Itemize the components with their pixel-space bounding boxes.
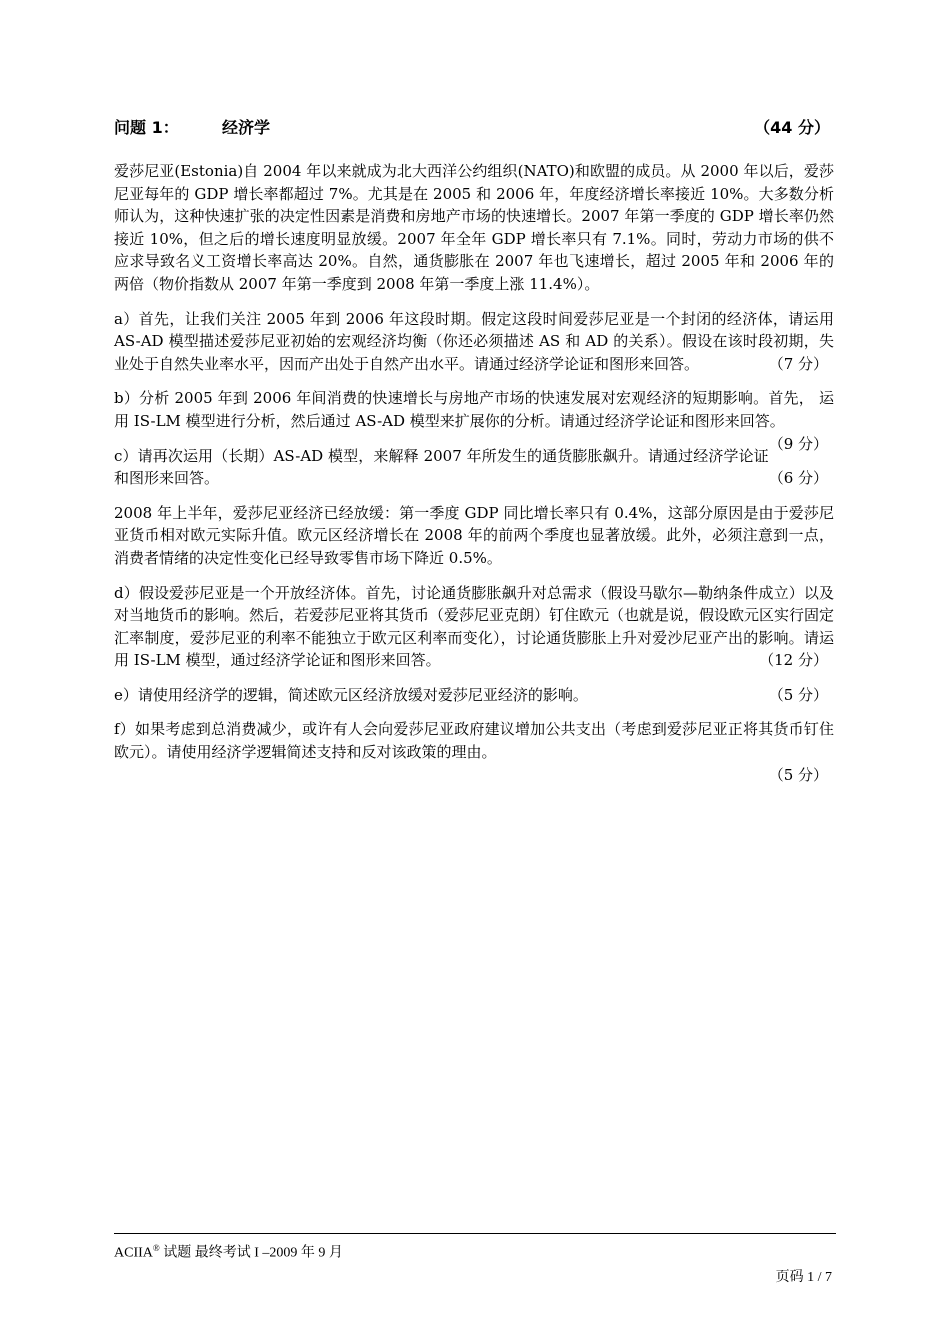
part-b <box>114 387 834 453</box>
context-2008-paragraph: 2008 年上半年，爱莎尼亚经济已经放缓：第一季度 GDP 同比增长率只有 0.4%，这部分原因是由于爱莎尼亚货币相对欧元实际升值。欧元区经济增长在 2008 年的前两个季度也显著放缓。此外，必须注意到一点，消费者情绪的决定性变化已经导致零售市场下降近 0.5%。 <box>114 503 834 567</box>
question-header <box>114 115 830 141</box>
question-body <box>114 160 834 798</box>
part-c-text: c）请再次运用（长期）AS-AD 模型，来解释 2007 年所发生的通货膨胀飙升。请通过经济学论证和图形来回答。 <box>114 446 769 488</box>
footer-divider <box>114 1233 836 1234</box>
question-number: 问题 1： <box>114 118 179 137</box>
part-e <box>114 684 834 707</box>
part-e-points: （5 分） <box>768 685 828 704</box>
page-number: 页码 1 / 7 <box>775 1270 832 1285</box>
part-b-points: （9 分） <box>768 434 828 453</box>
part-c <box>114 445 834 490</box>
part-a-text: a）首先，让我们关注 2005 年到 2006 年这段时期。假定这段时间爱莎尼亚是一个封闭的经济体，请运用 AS-AD 模型描述爱莎尼亚初始的宏观经济均衡（你还必须描述 AS 和 AD 的关系）。假设在该时段初期，失业处于自然失业率水平，因而产出处于自然产出水平。请通过经济学论证和图形来回答。 <box>114 309 834 373</box>
footer-exam-info <box>114 1238 343 1264</box>
footer-exam-label: 试题 最终考试 I –2009 年 9 月 <box>159 1245 343 1261</box>
part-a-points: （7 分） <box>768 354 828 373</box>
part-f-points: （5 分） <box>768 765 828 784</box>
part-f <box>114 718 834 786</box>
part-c-points: （6 分） <box>768 469 828 488</box>
part-a <box>114 308 834 376</box>
question-points: （44 分） <box>754 118 830 137</box>
footer-brand: ACIIA <box>114 1245 153 1261</box>
registered-mark: ® <box>152 1243 160 1253</box>
intro-paragraph: 爱莎尼亚(Estonia)自 2004 年以来就成为北大西洋公约组织(NATO)和欧盟的成员。从 2000 年以后，爱莎尼亚每年的 GDP 增长率都超过 7%。尤其是在 2005 和 2006 年，年度经济增长率接近 10%。大多数分析师认为，这种快速扩张的决定性因素是消费和房地产市场的快速增长。2007 年第一季度的 GDP 增长率仍然接近 10%，但之后的增长速度明显放缓。2007 年全年 GDP 增长率只有 7.1%。同时，劳动力市场的供不应求导致名义工资增长率高达 20%。自然，通货膨胀在 2007 年也飞速增长，超过 2005 年和 2006 年的两倍（物价指数从 2007 年第一季度到 2008 年第一季度上涨 11.4%）。 <box>114 162 834 293</box>
part-d-text: d）假设爱莎尼亚是一个开放经济体。首先，讨论通货膨胀飙升对总需求（假设马歇尔—勒纳条件成立）以及对当地货币的影响。然后，若爱莎尼亚将其货币（爱莎尼亚克朗）钉住欧元（也就是说，假设欧元区实行固定汇率制度，爱莎尼亚的利率不能独立于欧元区利率而变化），讨论通货膨胀上升对爱沙尼亚产出的影响。请运用 IS-LM 模型，通过经济学论证和图形来回答。 <box>114 583 835 670</box>
part-d <box>114 582 834 672</box>
part-b-text: b）分析 2005 年到 2006 年间消费的快速增长与房地产市场的快速发展对宏观经济的短期影响。首先， 运用 IS-LM 模型进行分析，然后通过 AS-AD 模型来扩展你的分析。请通过经济学论证和图形来回答。 <box>114 389 834 430</box>
part-e-text: e）请使用经济学的逻辑，简述欧元区经济放缓对爱莎尼亚经济的影响。 <box>114 685 588 704</box>
part-d-points: （12 分） <box>759 651 828 670</box>
part-f-text: f）如果考虑到总消费减少，或许有人会向爱莎尼亚政府建议增加公共支出（考虑到爱莎尼亚正将其货币钉住欧元）。请使用经济学逻辑简述支持和反对该政策的理由。 <box>114 720 834 762</box>
question-topic: 经济学 <box>222 118 271 137</box>
